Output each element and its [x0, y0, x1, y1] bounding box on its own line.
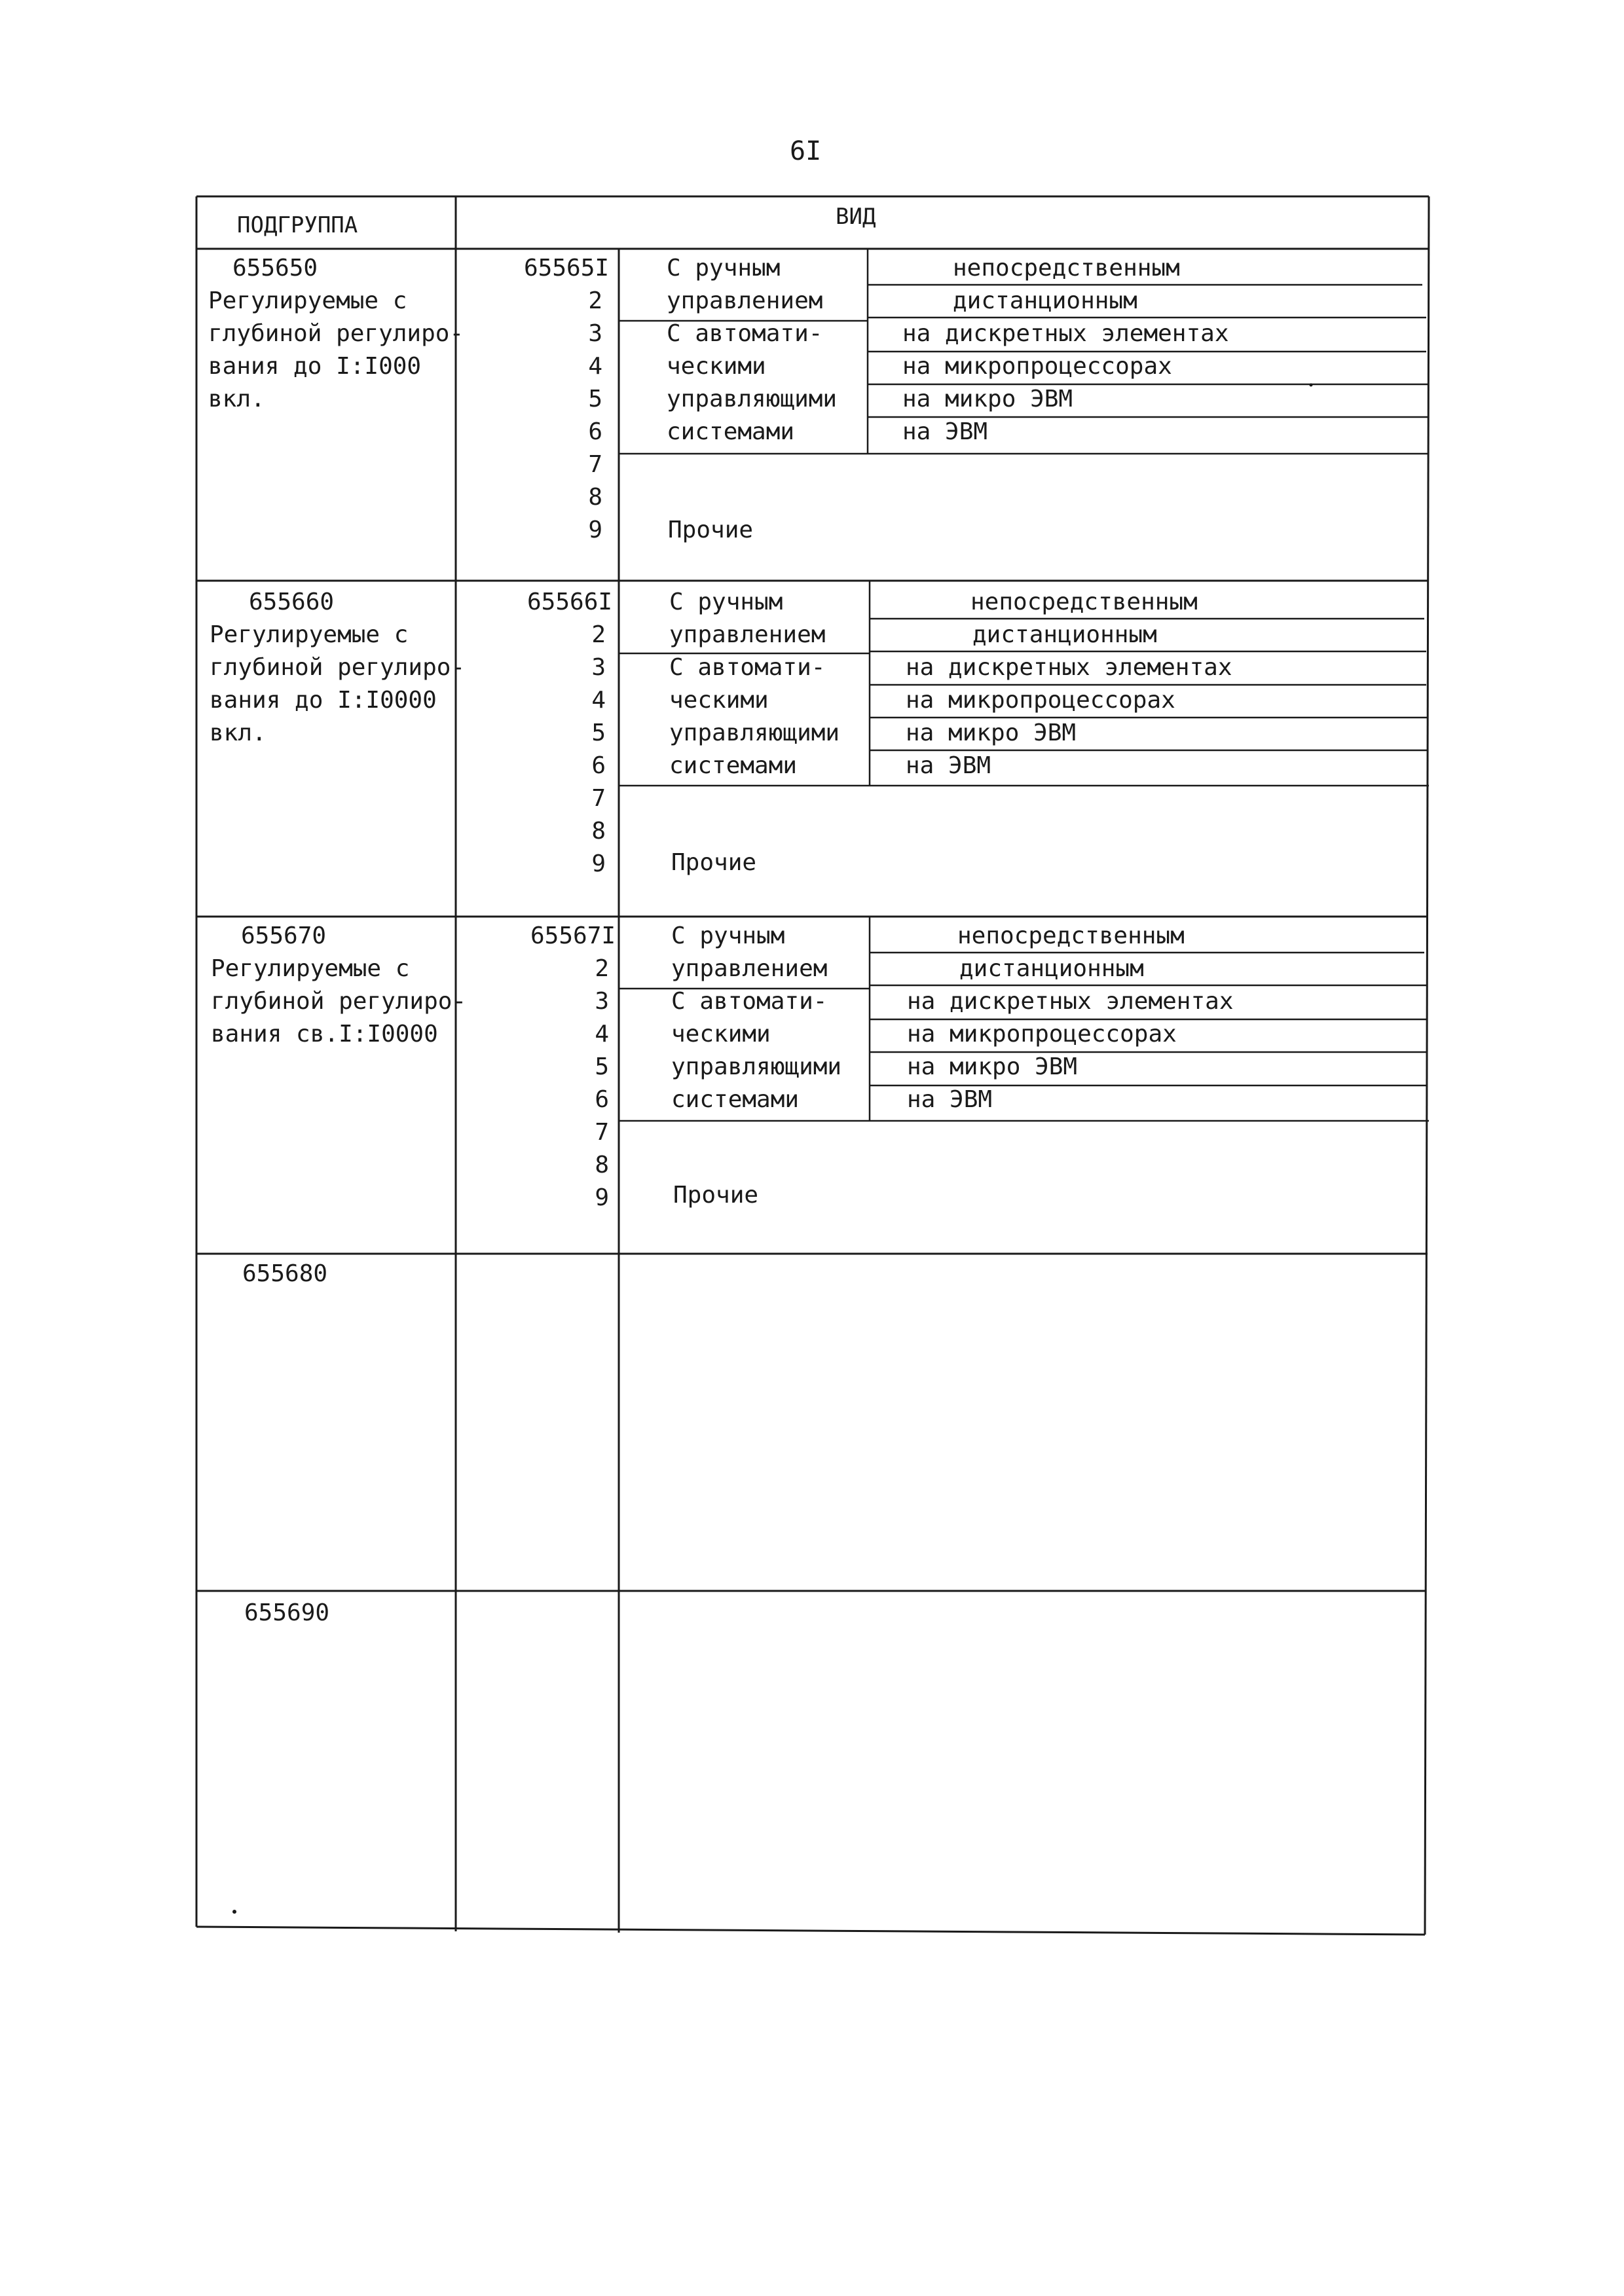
other-label: Прочие — [673, 1182, 759, 1209]
item-number: 6 — [595, 1086, 609, 1113]
other-label: Прочие — [671, 849, 757, 876]
item-number: 8 — [595, 1152, 609, 1178]
item-number: 7 — [588, 451, 602, 478]
group-desc-line: вания св.I:I0000 — [211, 1021, 438, 1048]
control-subtype: на микропроцессорах — [907, 1021, 1177, 1048]
control-type: управлением — [671, 955, 828, 982]
control-subtype: на микропроцессорах — [902, 353, 1172, 380]
item-number: 7 — [591, 785, 606, 812]
control-subtype: на дискретных элементах — [906, 654, 1232, 681]
control-subtype: на микро ЭВМ — [906, 720, 1077, 746]
item-number: 2 — [591, 621, 606, 648]
control-subtype: на дискретных элементах — [907, 988, 1234, 1015]
stray-dot — [1310, 384, 1313, 387]
item-code: 65567I — [530, 922, 616, 949]
item-number: 4 — [591, 687, 606, 714]
group-desc-line: вкл. — [208, 386, 265, 412]
control-type: С автомати- — [667, 320, 823, 347]
control-subtype: непосредственным — [970, 589, 1198, 615]
item-code: 65566I — [527, 589, 613, 615]
control-subtype: на ЭВМ — [902, 418, 988, 445]
control-type: управляющими — [667, 386, 838, 412]
control-subtype: дистанционным — [972, 621, 1157, 648]
group-code: 655650 — [232, 255, 318, 282]
group-desc-line: Регулируемые с — [208, 287, 407, 314]
page-number: 6I — [790, 136, 822, 166]
control-type: системами — [671, 1086, 800, 1113]
item-number: 5 — [588, 386, 602, 412]
item-number: 3 — [588, 320, 602, 347]
control-subtype: дистанционным — [959, 955, 1144, 982]
control-type: С ручным — [667, 255, 781, 282]
control-type: ческими — [671, 1021, 771, 1048]
control-subtype: непосредственным — [953, 255, 1180, 282]
control-type: С ручным — [671, 922, 785, 949]
item-number: 2 — [595, 955, 609, 982]
group-code: 655670 — [241, 922, 327, 949]
other-label: Прочие — [668, 517, 754, 543]
control-type: ческими — [669, 687, 769, 714]
item-number: 4 — [588, 353, 602, 380]
item-number: 3 — [595, 988, 609, 1015]
item-number: 4 — [595, 1021, 609, 1048]
group-desc-line: вания до I:I000 — [208, 353, 422, 380]
control-type: управляющими — [669, 720, 840, 746]
stray-dot — [232, 1910, 236, 1914]
item-number: 7 — [595, 1119, 609, 1146]
control-type: управлением — [669, 621, 826, 648]
item-number: 9 — [595, 1184, 609, 1211]
control-type: системами — [669, 752, 798, 779]
item-number: 6 — [591, 752, 606, 779]
control-subtype: дистанционным — [953, 287, 1137, 314]
control-subtype: на ЭВМ — [906, 752, 991, 779]
control-subtype: на дискретных элементах — [902, 320, 1229, 347]
header-kind: ВИД — [836, 204, 876, 230]
header-subgroup: ПОДГРУППА — [237, 212, 358, 238]
item-number: 8 — [591, 818, 606, 845]
control-type: системами — [667, 418, 795, 445]
item-number: 5 — [591, 720, 606, 746]
control-type: управляющими — [671, 1053, 842, 1080]
item-number: 9 — [588, 517, 602, 543]
item-number: 5 — [595, 1053, 609, 1080]
group-desc-line: вания до I:I0000 — [210, 687, 437, 714]
group-desc-line: Регулируемые с — [211, 955, 410, 982]
group-desc-line: глубиной регулиро- — [208, 320, 464, 347]
control-subtype: на микро ЭВМ — [902, 386, 1073, 412]
control-subtype: на микропроцессорах — [906, 687, 1175, 714]
item-number: 2 — [588, 287, 602, 314]
item-number: 6 — [588, 418, 602, 445]
control-type: С ручным — [669, 589, 783, 615]
group-code: 655660 — [249, 589, 335, 615]
control-type: управлением — [667, 287, 823, 314]
item-code: 65565I — [524, 255, 610, 282]
item-number: 3 — [591, 654, 606, 681]
control-type: С автомати- — [671, 988, 828, 1015]
control-subtype: на микро ЭВМ — [907, 1053, 1078, 1080]
control-subtype: на ЭВМ — [907, 1086, 993, 1113]
control-subtype: непосредственным — [957, 922, 1185, 949]
item-number: 9 — [591, 850, 606, 877]
group-desc-line: глубиной регулиро- — [210, 654, 466, 681]
group-code: 655690 — [244, 1599, 330, 1626]
group-desc-line: глубиной регулиро- — [211, 988, 467, 1015]
control-type: ческими — [667, 353, 766, 380]
group-desc-line: Регулируемые с — [210, 621, 409, 648]
group-desc-line: вкл. — [210, 720, 267, 746]
control-type: С автомати- — [669, 654, 826, 681]
group-code: 655680 — [242, 1260, 328, 1287]
item-number: 8 — [588, 484, 602, 511]
